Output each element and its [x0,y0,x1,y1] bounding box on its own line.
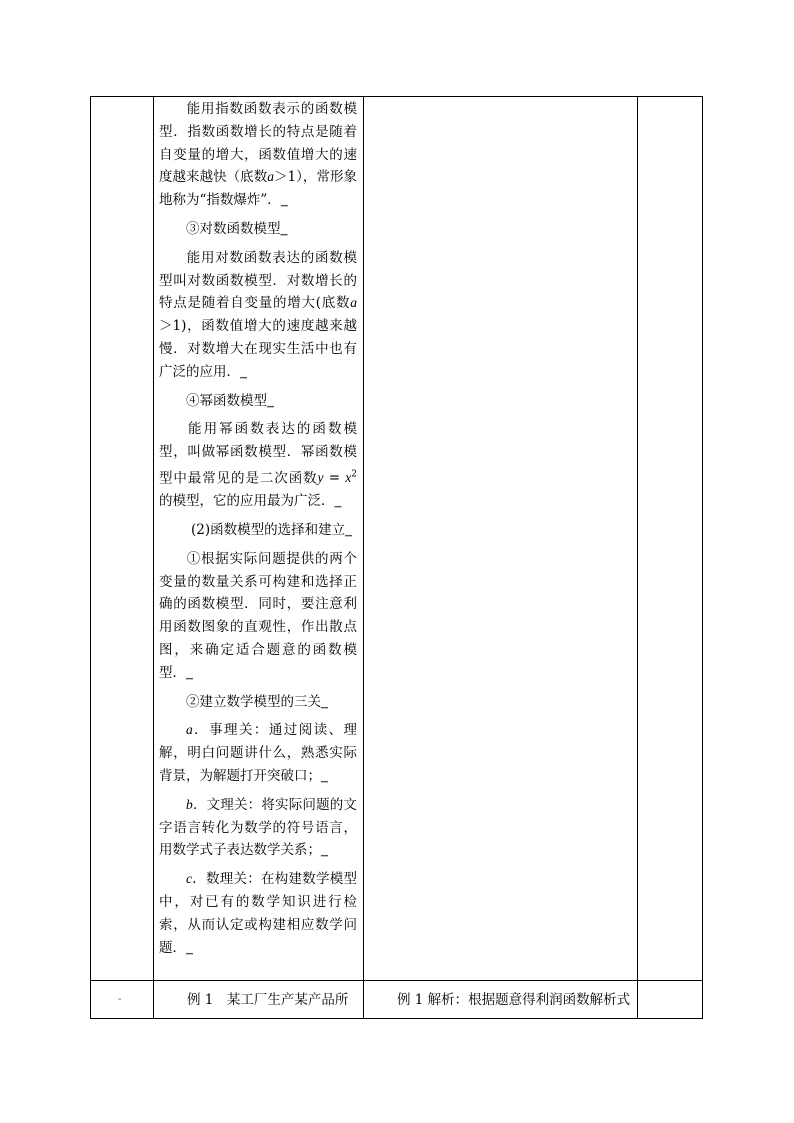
content-cell [159,98,357,961]
heading-model-selection: (2)函数模型的选择和建立▁ [191,522,353,539]
row-divider [91,980,702,981]
bottom-col2-example: 例 1 某工厂生产某产品所 [187,992,349,1008]
paragraph-stage-c: c．数理关：在构建数学模型中，对已有的数学知识进行检索，从而认定或构建相应数学问题．▁ [159,871,357,956]
paragraph-stage-b: b．文理关：将实际问题的文字语言转化为数学的符号语言，用数学式子表达数学关系；▁ [159,796,357,859]
paragraph-log-model: 能用对数函数表达的函数模型叫对数函数模型．对数增长的特点是随着自变量的增大(底数a＞1)，函数值增大的速度越来越慢．对数增大在现实生活中也有广泛的应用．▁ [159,249,357,380]
paragraph-power-model: 能用幂函数表达的函数模型，叫做幂函数模型．幂函数模型中最常见的是二次函数$y = x^2$ 的模型，它的应用最为广泛．▁ [159,421,357,510]
column-divider-3 [637,97,638,1018]
paragraph-exponential-model: 能用指数函数表示的函数模型．指数函数增长的特点是随着自变量的增大，函数值增大的速度越来越快（底数a＞1），常形象地称为“指数爆炸”．▁ [159,101,357,209]
heading-power-model: ④幂函数模型▁ [186,392,274,409]
column-divider-1 [153,97,154,1018]
column-divider-2 [363,97,364,1018]
heading-log-model: ③对数函数模型▁ [186,220,288,237]
formula: $y = x^2$ [317,469,357,487]
paragraph-model-selection: ①根据实际问题提供的两个变量的数量关系可构建和选择正确的函数模型．同时，要注意利用函数图象的直观性，作出散点图，来确定适合题意的函数模型．▁ [159,550,357,681]
bottom-col1: - [118,994,122,1005]
heading-three-stages: ②建立数学模型的三关▁ [186,693,328,710]
bottom-col3-solution: 例 1 解析：根据题意得利润函数解析式 [397,992,631,1008]
paragraph-stage-a: a．事理关：通过阅读、理解，明白问题讲什么，熟悉实际背景，为解题打开突破口；▁ [159,722,357,785]
